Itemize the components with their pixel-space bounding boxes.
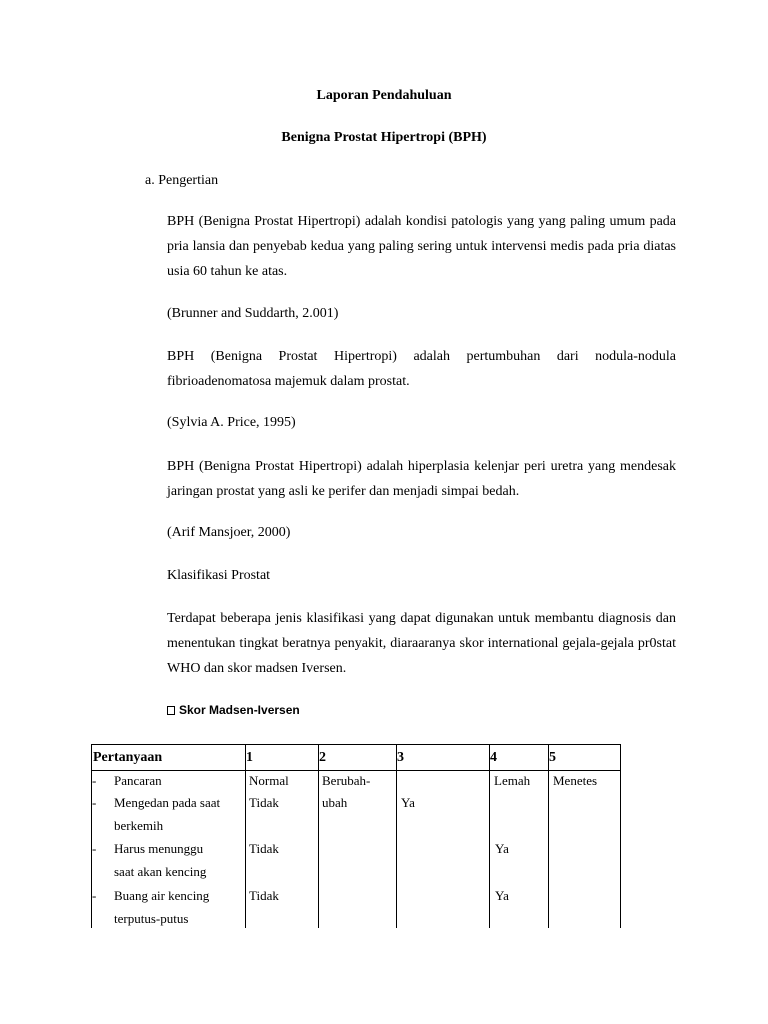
table-cell-col2: Berubah- [322, 773, 371, 788]
citation-arif: (Arif Mansjoer, 2000) [167, 525, 291, 540]
table-cell-col2-cont: ubah [322, 795, 348, 810]
table-header-5: 5 [549, 750, 556, 765]
row-bullet-dash: - [92, 841, 97, 856]
section-label-pengertian: a. Pengertian [145, 173, 219, 188]
table-col-divider [318, 745, 319, 928]
table-col-divider [396, 745, 397, 928]
table-cell-question-cont: terputus-putus [114, 911, 189, 926]
citation-sylvia: (Sylvia A. Price, 1995) [167, 415, 296, 430]
document-title: Laporan Pendahuluan [316, 88, 452, 103]
bullet-label: Skor Madsen-Iversen [179, 703, 300, 717]
table-cell-col4: Ya [495, 888, 509, 903]
table-cell-col1: Tidak [249, 841, 279, 856]
table-col-divider [489, 745, 490, 928]
checkbox-bullet-icon [167, 706, 175, 715]
madsen-iversen-table [91, 744, 621, 928]
paragraph-klasifikasi: Terdapat beberapa jenis klasifikasi yang dapat digunakan untuk membantu diagnosis dan menentukan tingkat beratnya penyakit, diaraaranya skor international gejala-gejala pr0stat WHO dan skor madsen Iversen. [167, 611, 676, 676]
table-header-4: 4 [490, 750, 497, 765]
table-cell-col5: Menetes [553, 773, 598, 788]
table-cell-question: Mengedan pada saat [114, 795, 221, 810]
paragraph-definition-3: BPH (Benigna Prostat Hipertropi) adalah hiperplasia kelenjar peri uretra yang mendesak jaringan prostat yang asli ke perifer dan menjadi simpai bedah. [167, 459, 676, 499]
table-header-pertanyaan: Pertanyaan [93, 750, 163, 765]
table-header-3: 3 [397, 750, 404, 765]
document-subtitle: Benigna Prostat Hipertropi (BPH) [281, 130, 487, 145]
table-col-divider [548, 745, 549, 928]
citation-brunner: (Brunner and Suddarth, 2.001) [167, 306, 339, 321]
table-cell-col1: Tidak [249, 795, 279, 810]
table-cell-question: Buang air kencing [114, 888, 210, 903]
paragraph-definition-1: BPH (Benigna Prostat Hipertropi) adalah kondisi patologis yang yang paling umum pada pria lansia dan penyebab kedua yang paling sering untuk intervensi medis pada pria diatas usia 60 tahun ke atas. [167, 214, 676, 279]
table-cell-question-cont: berkemih [114, 818, 164, 833]
table-cell-col4: Ya [495, 841, 509, 856]
row-bullet-dash: - [92, 888, 97, 903]
table-cell-question: Pancaran [114, 773, 162, 788]
table-col-divider [245, 745, 246, 928]
row-bullet-dash: - [92, 795, 97, 810]
table-cell-col3: Ya [401, 795, 415, 810]
table-cell-col4: Lemah [494, 773, 531, 788]
bullet-skor-madsen [167, 703, 300, 717]
table-cell-question: Harus menunggu [114, 841, 204, 856]
row-bullet-dash: - [92, 773, 97, 788]
table-cell-question-cont: saat akan kencing [114, 864, 207, 879]
table-header-1: 1 [246, 750, 253, 765]
table-header-2: 2 [319, 750, 326, 765]
table-cell-col1: Normal [249, 773, 289, 788]
heading-klasifikasi: Klasifikasi Prostat [167, 568, 271, 583]
paragraph-definition-2: BPH (Benigna Prostat Hipertropi) adalah pertumbuhan dari nodula-nodula fibrioadenomatosa majemuk dalam prostat. [167, 349, 676, 389]
table-cell-col1: Tidak [249, 888, 279, 903]
